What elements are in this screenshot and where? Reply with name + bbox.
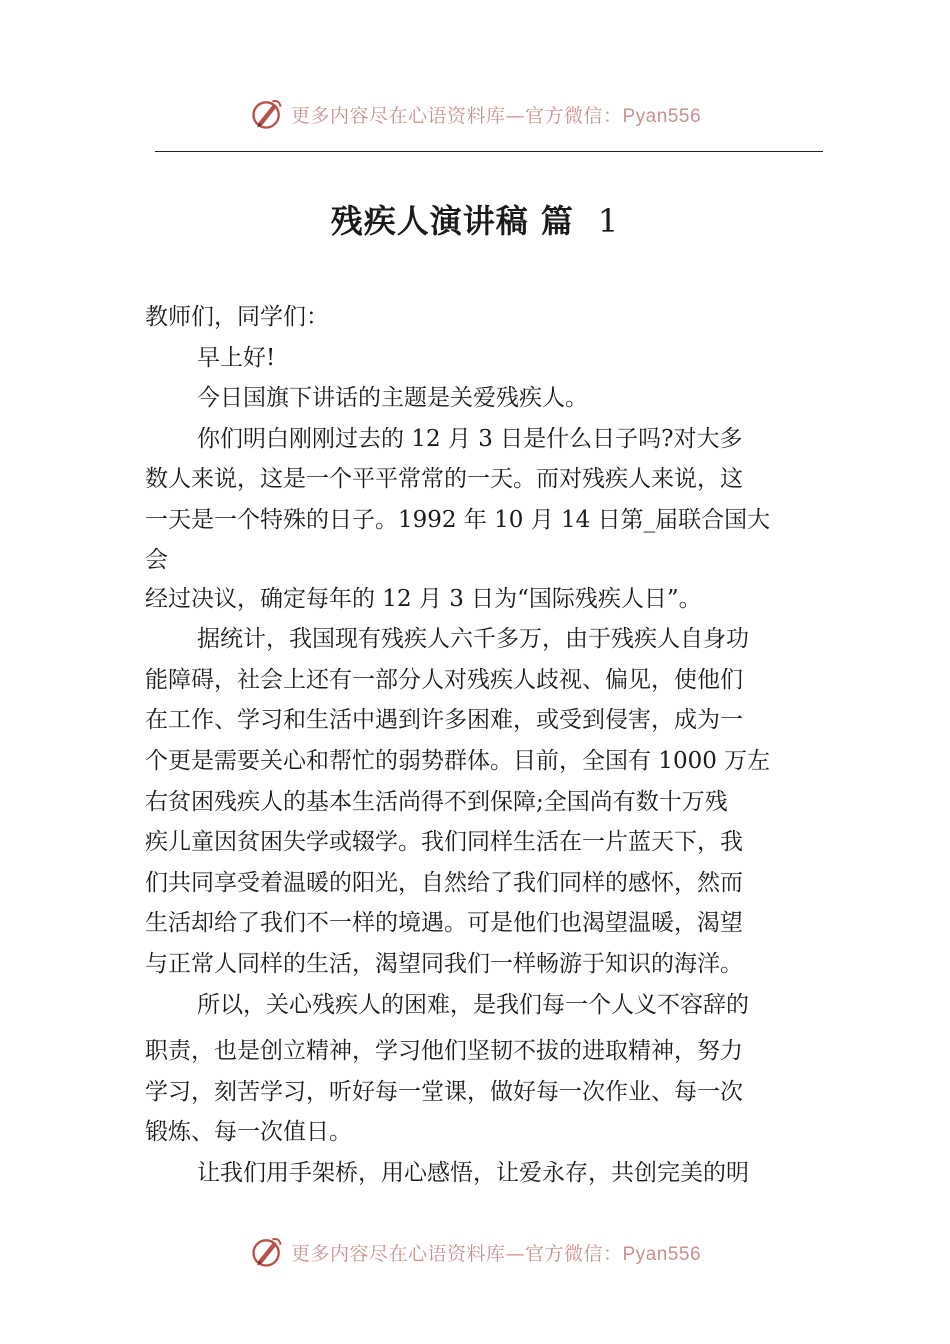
body-line: 经过决议，确定每年的 12 月 3 日为“国际残疾人日”。: [145, 585, 702, 612]
header-rule: [155, 151, 823, 152]
header-banner-id: Pyan556: [622, 105, 702, 127]
body-line: 生活却给了我们不一样的境遇。可是他们也渴望温暖，渴望: [145, 910, 743, 937]
body-line: 与正常人同样的生活，渴望同我们一样畅游于知识的海洋。: [145, 950, 743, 977]
body-line: 你们明白刚刚过去的 12 月 3 日是什么日子吗?对大多: [197, 425, 743, 452]
footer-banner: [0, 1232, 950, 1272]
body-line: 职责，也是创立精神，学习他们坚韧不拔的进取精神，努力: [145, 1038, 743, 1065]
body-line: 据统计，我国现有残疾人六千多万，由于残疾人自身功: [197, 626, 749, 653]
body-line: 个更是需要关心和帮忙的弱势群体。目前，全国有 1000 万左: [145, 747, 771, 774]
document-body: [145, 297, 821, 1193]
salutation: 教师们，同学们：: [145, 304, 329, 330]
header-banner: [0, 94, 950, 134]
body-line: 锻炼、每一次值日。: [145, 1119, 352, 1146]
body-line: 今日国旗下讲话的主题是关爱残疾人。: [197, 385, 588, 412]
body-line: 所以，关心残疾人的困难，是我们每一个人义不容辞的: [197, 991, 749, 1018]
body-line: 学习，刻苦学习，听好每一堂课，做好每一次作业、每一次: [145, 1078, 743, 1105]
document-title: [0, 196, 950, 242]
body-line: 能障碍，社会上还有一部分人对残疾人歧视、偏见，使他们: [145, 666, 743, 693]
pen-logo-icon: [249, 96, 285, 132]
document-title-text: 残疾人演讲稿 篇: [330, 202, 574, 240]
pen-logo-icon: [249, 1234, 285, 1270]
document-title-number: 1: [597, 202, 620, 240]
greeting: 早上好!: [197, 344, 276, 371]
body-line: 们共同享受着温暖的阳光，自然给了我们同样的感怀，然而: [145, 869, 743, 896]
body-line: 一天是一个特殊的日子。1992 年 10 月 14 日第_届联合国大: [145, 506, 771, 533]
body-line: 右贫困残疾人的基本生活尚得不到保障;全国尚有数十万残: [145, 788, 728, 815]
footer-banner-id: Pyan556: [622, 1243, 702, 1265]
body-line: 在工作、学习和生活中遇到许多困难，或受到侵害，成为一: [145, 707, 743, 734]
footer-banner-text: 更多内容尽在心语资料库—官方微信：Pyan556: [290, 1242, 702, 1265]
body-line: 数人来说，这是一个平平常常的一天。而对残疾人来说，这: [145, 466, 743, 493]
header-banner-text: 更多内容尽在心语资料库—官方微信：Pyan556: [290, 104, 702, 127]
body-line: 会: [145, 546, 168, 573]
body-line: 让我们用手架桥，用心感悟，让爱永存，共创完美的明: [197, 1159, 749, 1186]
body-line: 疾儿童因贫困失学或辍学。我们同样生活在一片蓝天下，我: [145, 829, 743, 856]
